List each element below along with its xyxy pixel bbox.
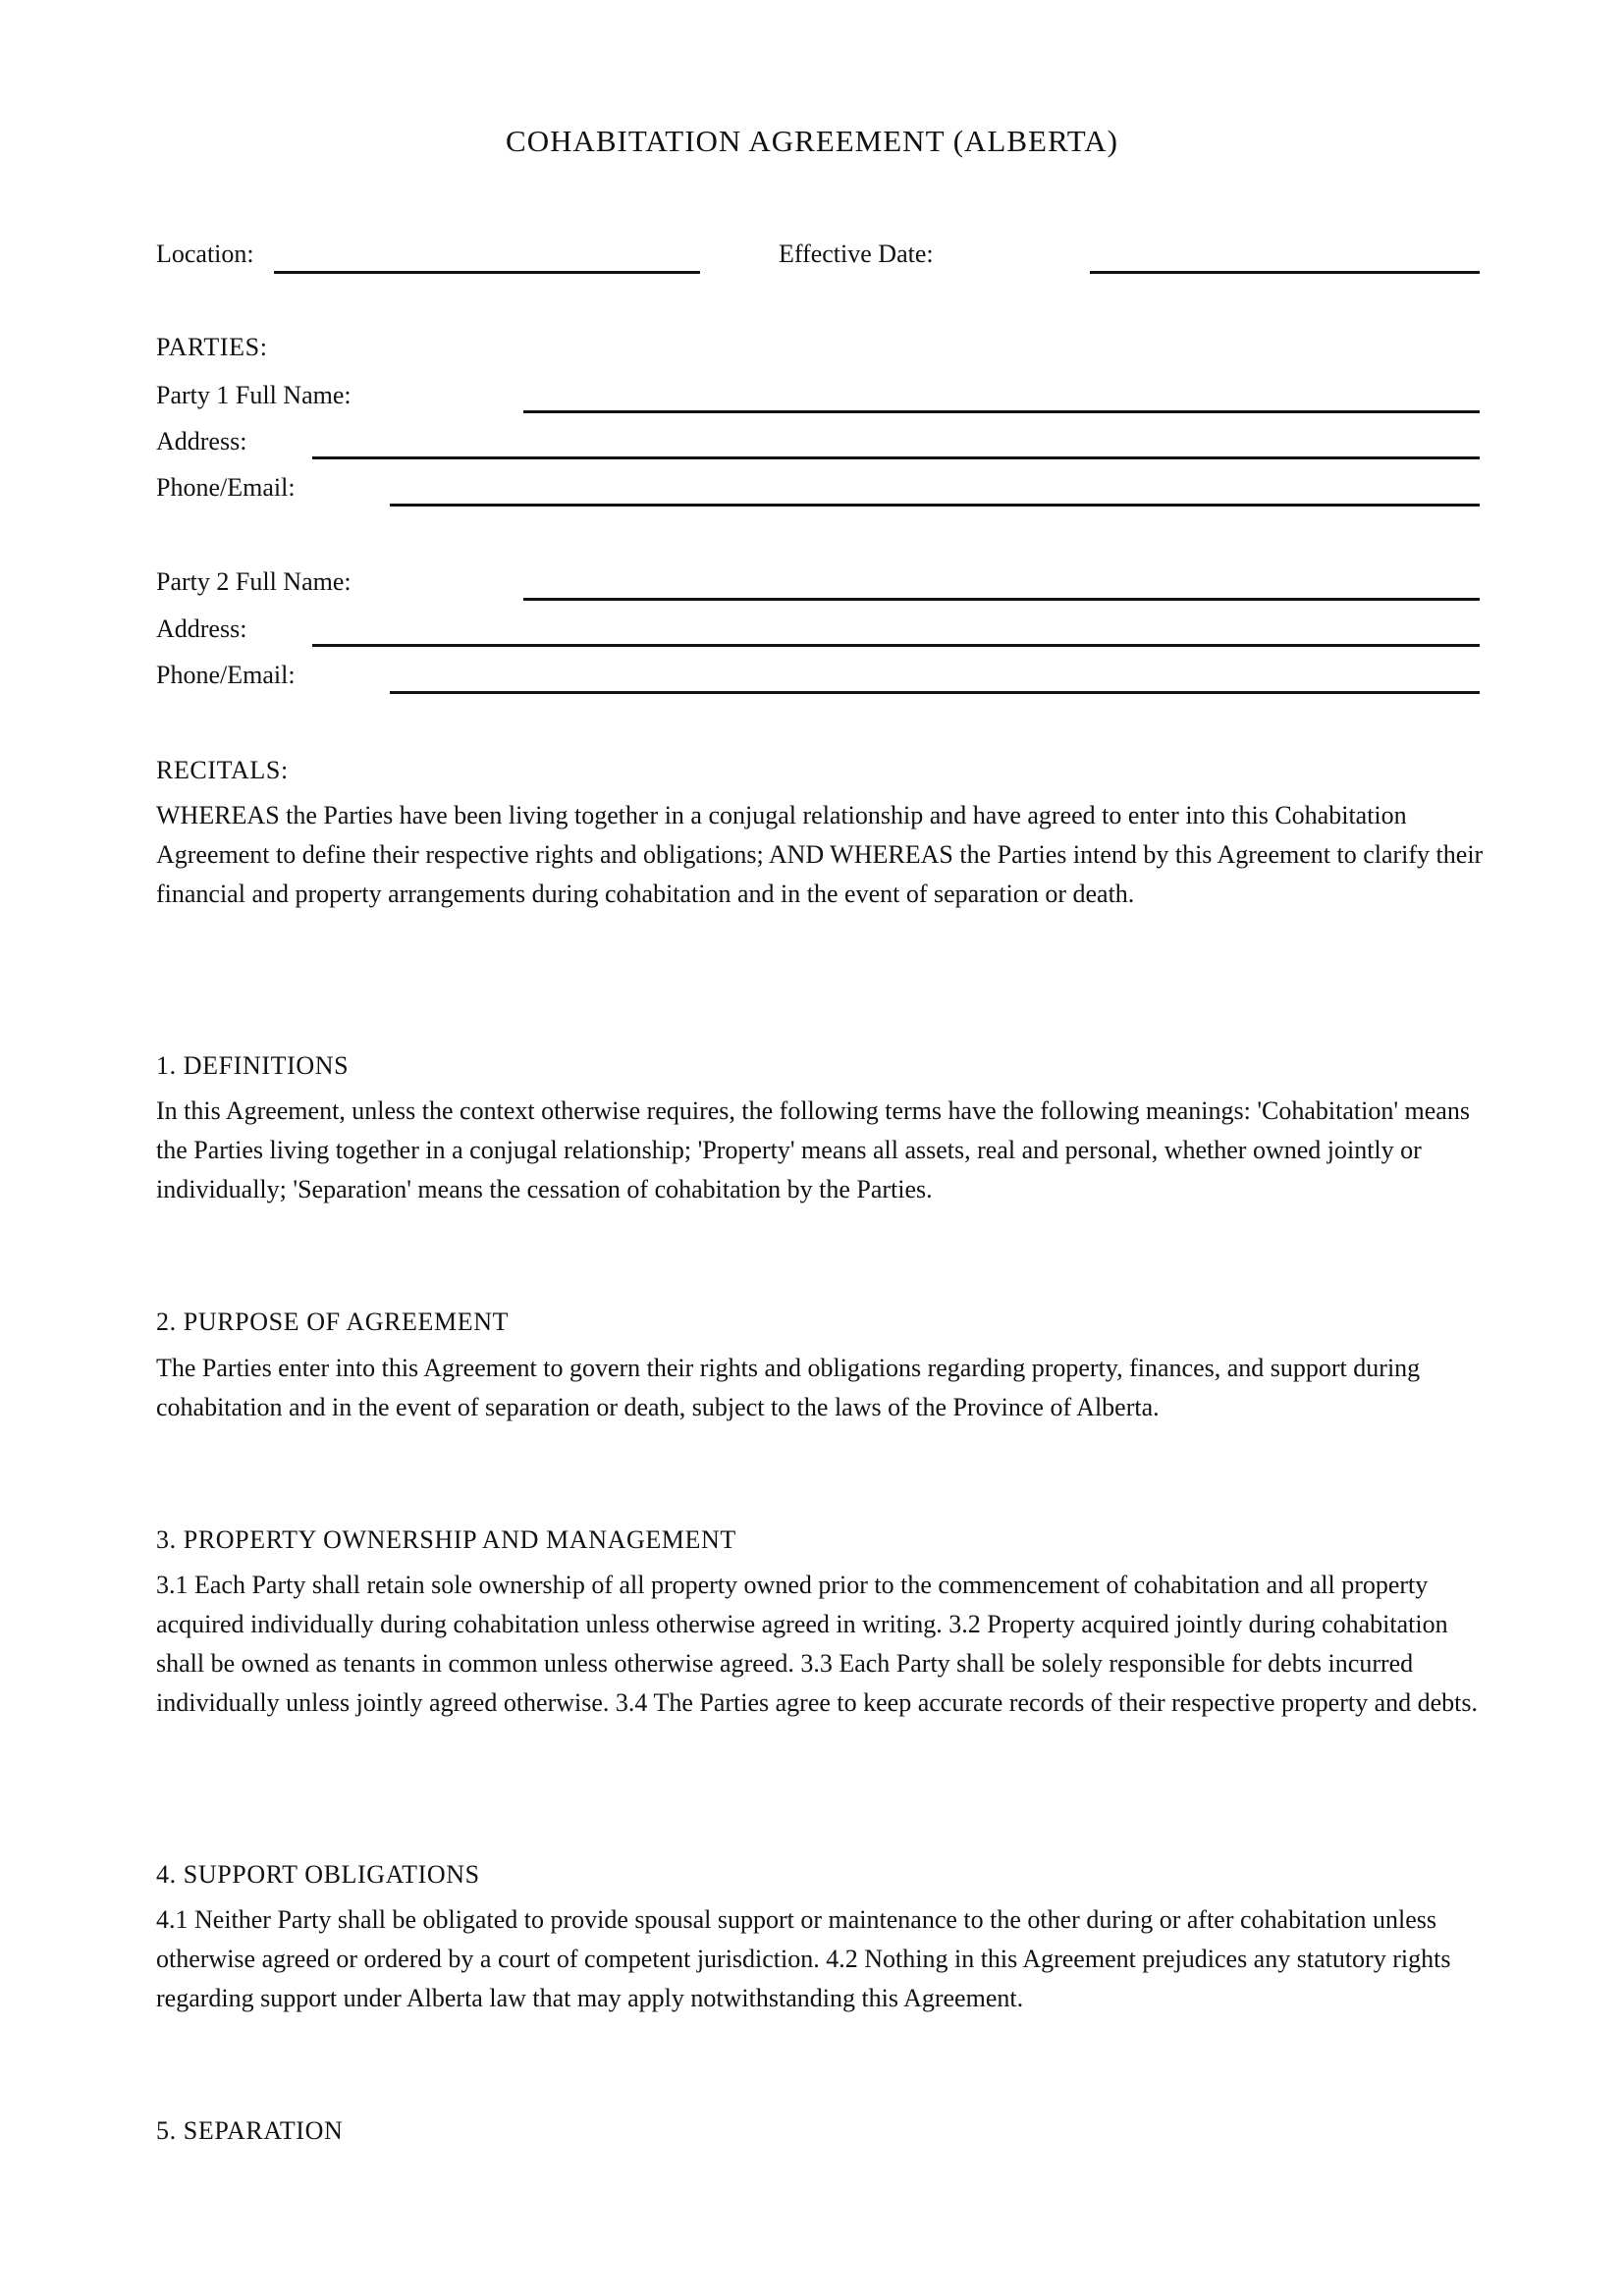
- section-purpose-heading: 2. PURPOSE OF AGREEMENT: [156, 1308, 510, 1336]
- party2-address-label: Address:: [156, 614, 247, 643]
- party2-name-field[interactable]: [523, 598, 1480, 601]
- section-definitions-heading: 1. DEFINITIONS: [156, 1051, 350, 1080]
- party2-contact-field[interactable]: [390, 691, 1480, 694]
- section-support-text: 4.1 Neither Party shall be obligated to provide spousal support or maintenance to the other during or after cohabitation unless otherwise agreed or ordered by a court of competent jurisdiction. 4.2 Nothing in this Agreement prejudices any statutory rights regarding support under Alberta law that may apply notwithstanding this Agreement.: [156, 1905, 1451, 2012]
- parties-heading: PARTIES:: [156, 333, 268, 361]
- recitals-text: WHEREAS the Parties have been living together in a conjugal relationship and have agreed to enter into this Cohabitation Agreement to define their respective rights and obligations; AND WHEREAS the Parties intend by this Agreement to clarify their financial and property arrangements during cohabitation and in the event of separation or death.: [156, 801, 1484, 908]
- document-title: COHABITATION AGREEMENT (ALBERTA): [506, 124, 1118, 158]
- party1-contact-label: Phone/Email:: [156, 473, 296, 502]
- section-separation-heading: 5. SEPARATION: [156, 2116, 344, 2145]
- party1-contact-field[interactable]: [390, 504, 1480, 507]
- party1-address-label: Address:: [156, 427, 247, 455]
- effective-date-field[interactable]: [1090, 271, 1480, 274]
- location-field[interactable]: [274, 271, 700, 274]
- effective-date-label: Effective Date:: [779, 240, 934, 268]
- party1-address-field[interactable]: [312, 456, 1480, 459]
- party1-name-field[interactable]: [523, 410, 1480, 413]
- section-support-heading: 4. SUPPORT OBLIGATIONS: [156, 1860, 480, 1889]
- section-property-heading: 3. PROPERTY OWNERSHIP AND MANAGEMENT: [156, 1525, 736, 1554]
- party2-name-label: Party 2 Full Name:: [156, 567, 352, 596]
- party2-address-field[interactable]: [312, 644, 1480, 647]
- section-property-text: 3.1 Each Party shall retain sole ownership of all property owned prior to the commencement of cohabitation and all property acquired individually during cohabitation unless otherwise agreed in writing. 3.2 Property acquired jointly during cohabitation shall be owned as tenants in common unless otherwise agreed. 3.3 Each Party shall be solely responsible for debts incurred individually unless jointly agreed otherwise. 3.4 The Parties agree to keep accurate records of their respective property and debts.: [156, 1571, 1478, 1717]
- party1-name-label: Party 1 Full Name:: [156, 381, 352, 409]
- location-label: Location:: [156, 240, 254, 268]
- recitals-heading: RECITALS:: [156, 756, 289, 784]
- party2-contact-label: Phone/Email:: [156, 661, 296, 689]
- section-purpose-text: The Parties enter into this Agreement to govern their rights and obligations regarding property, finances, and support during cohabitation and in the event of separation or death, subject to the laws of the Province of Alberta.: [156, 1354, 1421, 1421]
- section-definitions-text: In this Agreement, unless the context otherwise requires, the following terms have the following meanings: 'Cohabitation' means the Parties living together in a conjugal relationship; 'Property' means all assets, real and personal, whether owned jointly or individually; 'Separation' means the cessation of cohabitation by the Parties.: [156, 1096, 1470, 1203]
